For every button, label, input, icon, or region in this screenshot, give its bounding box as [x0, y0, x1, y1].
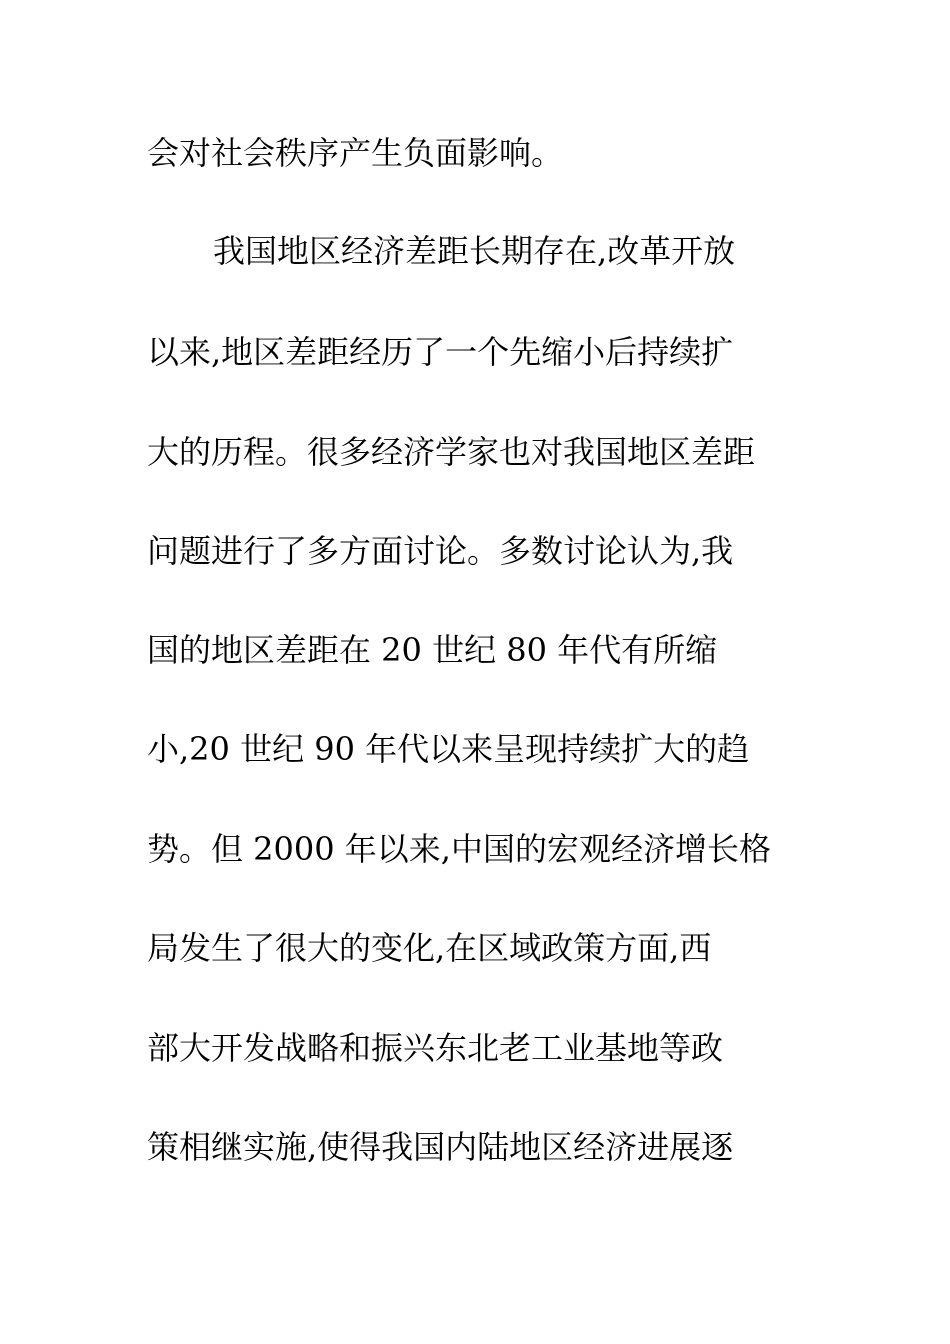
- text-line: 小,20 世纪 90 年代以来呈现持续扩大的趋: [147, 730, 750, 768]
- text-line: 国的地区差距在 20 世纪 80 年代有所缩: [147, 631, 718, 669]
- text-line: 部大开发战略和振兴东北老工业基地等政: [147, 1029, 724, 1067]
- text-line: 会对社会秩序产生负面影响。: [147, 134, 564, 172]
- text-line: 势。但 2000 年以来,中国的宏观经济增长格: [147, 830, 771, 868]
- text-line: 大的历程。很多经济学家也对我国地区差距: [147, 433, 756, 471]
- text-line: 局发生了很大的变化,在区域政策方面,西: [147, 929, 712, 967]
- text-line: 以来,地区差距经历了一个先缩小后持续扩: [147, 333, 734, 371]
- text-line: 问题进行了多方面讨论。多数讨论认为,我: [147, 532, 734, 570]
- paragraph-first-line: 我国地区经济差距长期存在,改革开放: [213, 232, 736, 270]
- text-line: 策相继实施,使得我国内陆地区经济进展逐: [147, 1128, 734, 1166]
